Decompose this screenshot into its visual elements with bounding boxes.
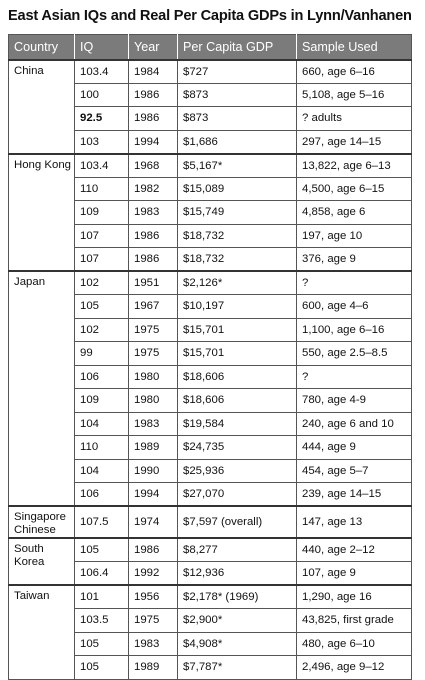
- gdp-cell: $15,089: [178, 177, 297, 201]
- table-header: [9, 35, 412, 60]
- sample-cell: ?: [297, 271, 412, 295]
- table-row: [9, 154, 412, 178]
- iq-cell: 107: [75, 248, 129, 272]
- year-cell: 1994: [129, 483, 178, 507]
- iq-cell: 101: [75, 585, 129, 609]
- gdp-cell: $2,178* (1969): [178, 585, 297, 609]
- table-row: [9, 585, 412, 609]
- gdp-cell: $24,735: [178, 436, 297, 460]
- iq-cell: 106: [75, 365, 129, 389]
- sample-cell: 550, age 2.5–8.5: [297, 342, 412, 366]
- iq-cell: 109: [75, 201, 129, 225]
- gdp-cell: $18,606: [178, 365, 297, 389]
- sample-cell: 660, age 6–16: [297, 60, 412, 84]
- gdp-cell: $18,732: [178, 248, 297, 272]
- table-row: [9, 538, 412, 562]
- year-cell: 1983: [129, 632, 178, 656]
- year-cell: 1994: [129, 130, 178, 154]
- iq-cell: 103: [75, 130, 129, 154]
- sample-cell: 600, age 4–6: [297, 295, 412, 319]
- gdp-cell: $873: [178, 83, 297, 107]
- sample-cell: 1,290, age 16: [297, 585, 412, 609]
- year-cell: 1983: [129, 412, 178, 436]
- table-row: [9, 271, 412, 295]
- header-year: Year: [129, 35, 178, 60]
- iq-cell: 105: [75, 656, 129, 680]
- year-cell: 1980: [129, 365, 178, 389]
- gdp-cell: $1,686: [178, 130, 297, 154]
- iq-cell: 105: [75, 295, 129, 319]
- sample-cell: 444, age 9: [297, 436, 412, 460]
- country-cell: Hong Kong: [9, 154, 75, 272]
- gdp-cell: $25,936: [178, 459, 297, 483]
- year-cell: 1984: [129, 60, 178, 84]
- iq-cell: 103.4: [75, 154, 129, 178]
- iq-cell: 99: [75, 342, 129, 366]
- sample-cell: ? adults: [297, 107, 412, 131]
- gdp-cell: $7,597 (overall): [178, 506, 297, 538]
- gdp-cell: $2,900*: [178, 609, 297, 633]
- country-cell: South Korea: [9, 538, 75, 585]
- year-cell: 1989: [129, 436, 178, 460]
- sample-cell: 5,108, age 5–16: [297, 83, 412, 107]
- iq-cell: 102: [75, 318, 129, 342]
- table-body: [9, 60, 412, 680]
- year-cell: 1974: [129, 506, 178, 538]
- sample-cell: 297, age 14–15: [297, 130, 412, 154]
- header-sample: Sample Used: [297, 35, 412, 60]
- iq-cell: 109: [75, 389, 129, 413]
- gdp-cell: $15,701: [178, 318, 297, 342]
- iq-gdp-table: [8, 34, 412, 680]
- sample-cell: 239, age 14–15: [297, 483, 412, 507]
- year-cell: 1986: [129, 538, 178, 562]
- year-cell: 1980: [129, 389, 178, 413]
- sample-cell: 480, age 6–10: [297, 632, 412, 656]
- year-cell: 1990: [129, 459, 178, 483]
- year-cell: 1975: [129, 609, 178, 633]
- iq-cell: 105: [75, 538, 129, 562]
- year-cell: 1986: [129, 248, 178, 272]
- gdp-cell: $27,070: [178, 483, 297, 507]
- year-cell: 1992: [129, 562, 178, 586]
- table-row: [9, 60, 412, 84]
- year-cell: 1975: [129, 318, 178, 342]
- sample-cell: 4,858, age 6: [297, 201, 412, 225]
- gdp-cell: $2,126*: [178, 271, 297, 295]
- sample-cell: 197, age 10: [297, 224, 412, 248]
- sample-cell: 780, age 4-9: [297, 389, 412, 413]
- sample-cell: 1,100, age 6–16: [297, 318, 412, 342]
- gdp-cell: $12,936: [178, 562, 297, 586]
- country-cell: Japan: [9, 271, 75, 506]
- iq-cell: 110: [75, 436, 129, 460]
- gdp-cell: $18,732: [178, 224, 297, 248]
- country-cell: China: [9, 60, 75, 154]
- header-country: Country: [9, 35, 75, 60]
- sample-cell: 2,496, age 9–12: [297, 656, 412, 680]
- iq-cell: 100: [75, 83, 129, 107]
- year-cell: 1986: [129, 83, 178, 107]
- year-cell: 1968: [129, 154, 178, 178]
- iq-cell: 104: [75, 459, 129, 483]
- year-cell: 1989: [129, 656, 178, 680]
- header-gdp: Per Capita GDP: [178, 35, 297, 60]
- sample-cell: 440, age 2–12: [297, 538, 412, 562]
- sample-cell: 147, age 13: [297, 506, 412, 538]
- iq-cell: 105: [75, 632, 129, 656]
- year-cell: 1983: [129, 201, 178, 225]
- gdp-cell: $7,787*: [178, 656, 297, 680]
- sample-cell: 240, age 6 and 10: [297, 412, 412, 436]
- year-cell: 1986: [129, 107, 178, 131]
- year-cell: 1956: [129, 585, 178, 609]
- header-row: [9, 35, 412, 60]
- gdp-cell: $873: [178, 107, 297, 131]
- sample-cell: ?: [297, 365, 412, 389]
- iq-cell: 106: [75, 483, 129, 507]
- sample-cell: 13,822, age 6–13: [297, 154, 412, 178]
- table-title: East Asian IQs and Real Per Capita GDPs in Lynn/Vanhanen: [8, 8, 412, 24]
- iq-cell: 106.4: [75, 562, 129, 586]
- year-cell: 1982: [129, 177, 178, 201]
- year-cell: 1986: [129, 224, 178, 248]
- iq-cell: 92.5: [75, 107, 129, 131]
- gdp-cell: $8,277: [178, 538, 297, 562]
- gdp-cell: $727: [178, 60, 297, 84]
- gdp-cell: $10,197: [178, 295, 297, 319]
- gdp-cell: $4,908*: [178, 632, 297, 656]
- sample-cell: 376, age 9: [297, 248, 412, 272]
- year-cell: 1951: [129, 271, 178, 295]
- gdp-cell: $18,606: [178, 389, 297, 413]
- table-row: [9, 506, 412, 538]
- year-cell: 1975: [129, 342, 178, 366]
- country-cell: Taiwan: [9, 585, 75, 679]
- iq-cell: 110: [75, 177, 129, 201]
- iq-cell: 107: [75, 224, 129, 248]
- gdp-cell: $5,167*: [178, 154, 297, 178]
- iq-cell: 103.5: [75, 609, 129, 633]
- iq-cell: 104: [75, 412, 129, 436]
- iq-cell: 102: [75, 271, 129, 295]
- header-iq: IQ: [75, 35, 129, 60]
- sample-cell: 43,825, first grade: [297, 609, 412, 633]
- sample-cell: 107, age 9: [297, 562, 412, 586]
- sample-cell: 4,500, age 6–15: [297, 177, 412, 201]
- sample-cell: 454, age 5–7: [297, 459, 412, 483]
- gdp-cell: $19,584: [178, 412, 297, 436]
- iq-cell: 103.4: [75, 60, 129, 84]
- year-cell: 1967: [129, 295, 178, 319]
- gdp-cell: $15,701: [178, 342, 297, 366]
- gdp-cell: $15,749: [178, 201, 297, 225]
- iq-cell: 107.5: [75, 506, 129, 538]
- country-cell: Singapore Chinese: [9, 506, 75, 538]
